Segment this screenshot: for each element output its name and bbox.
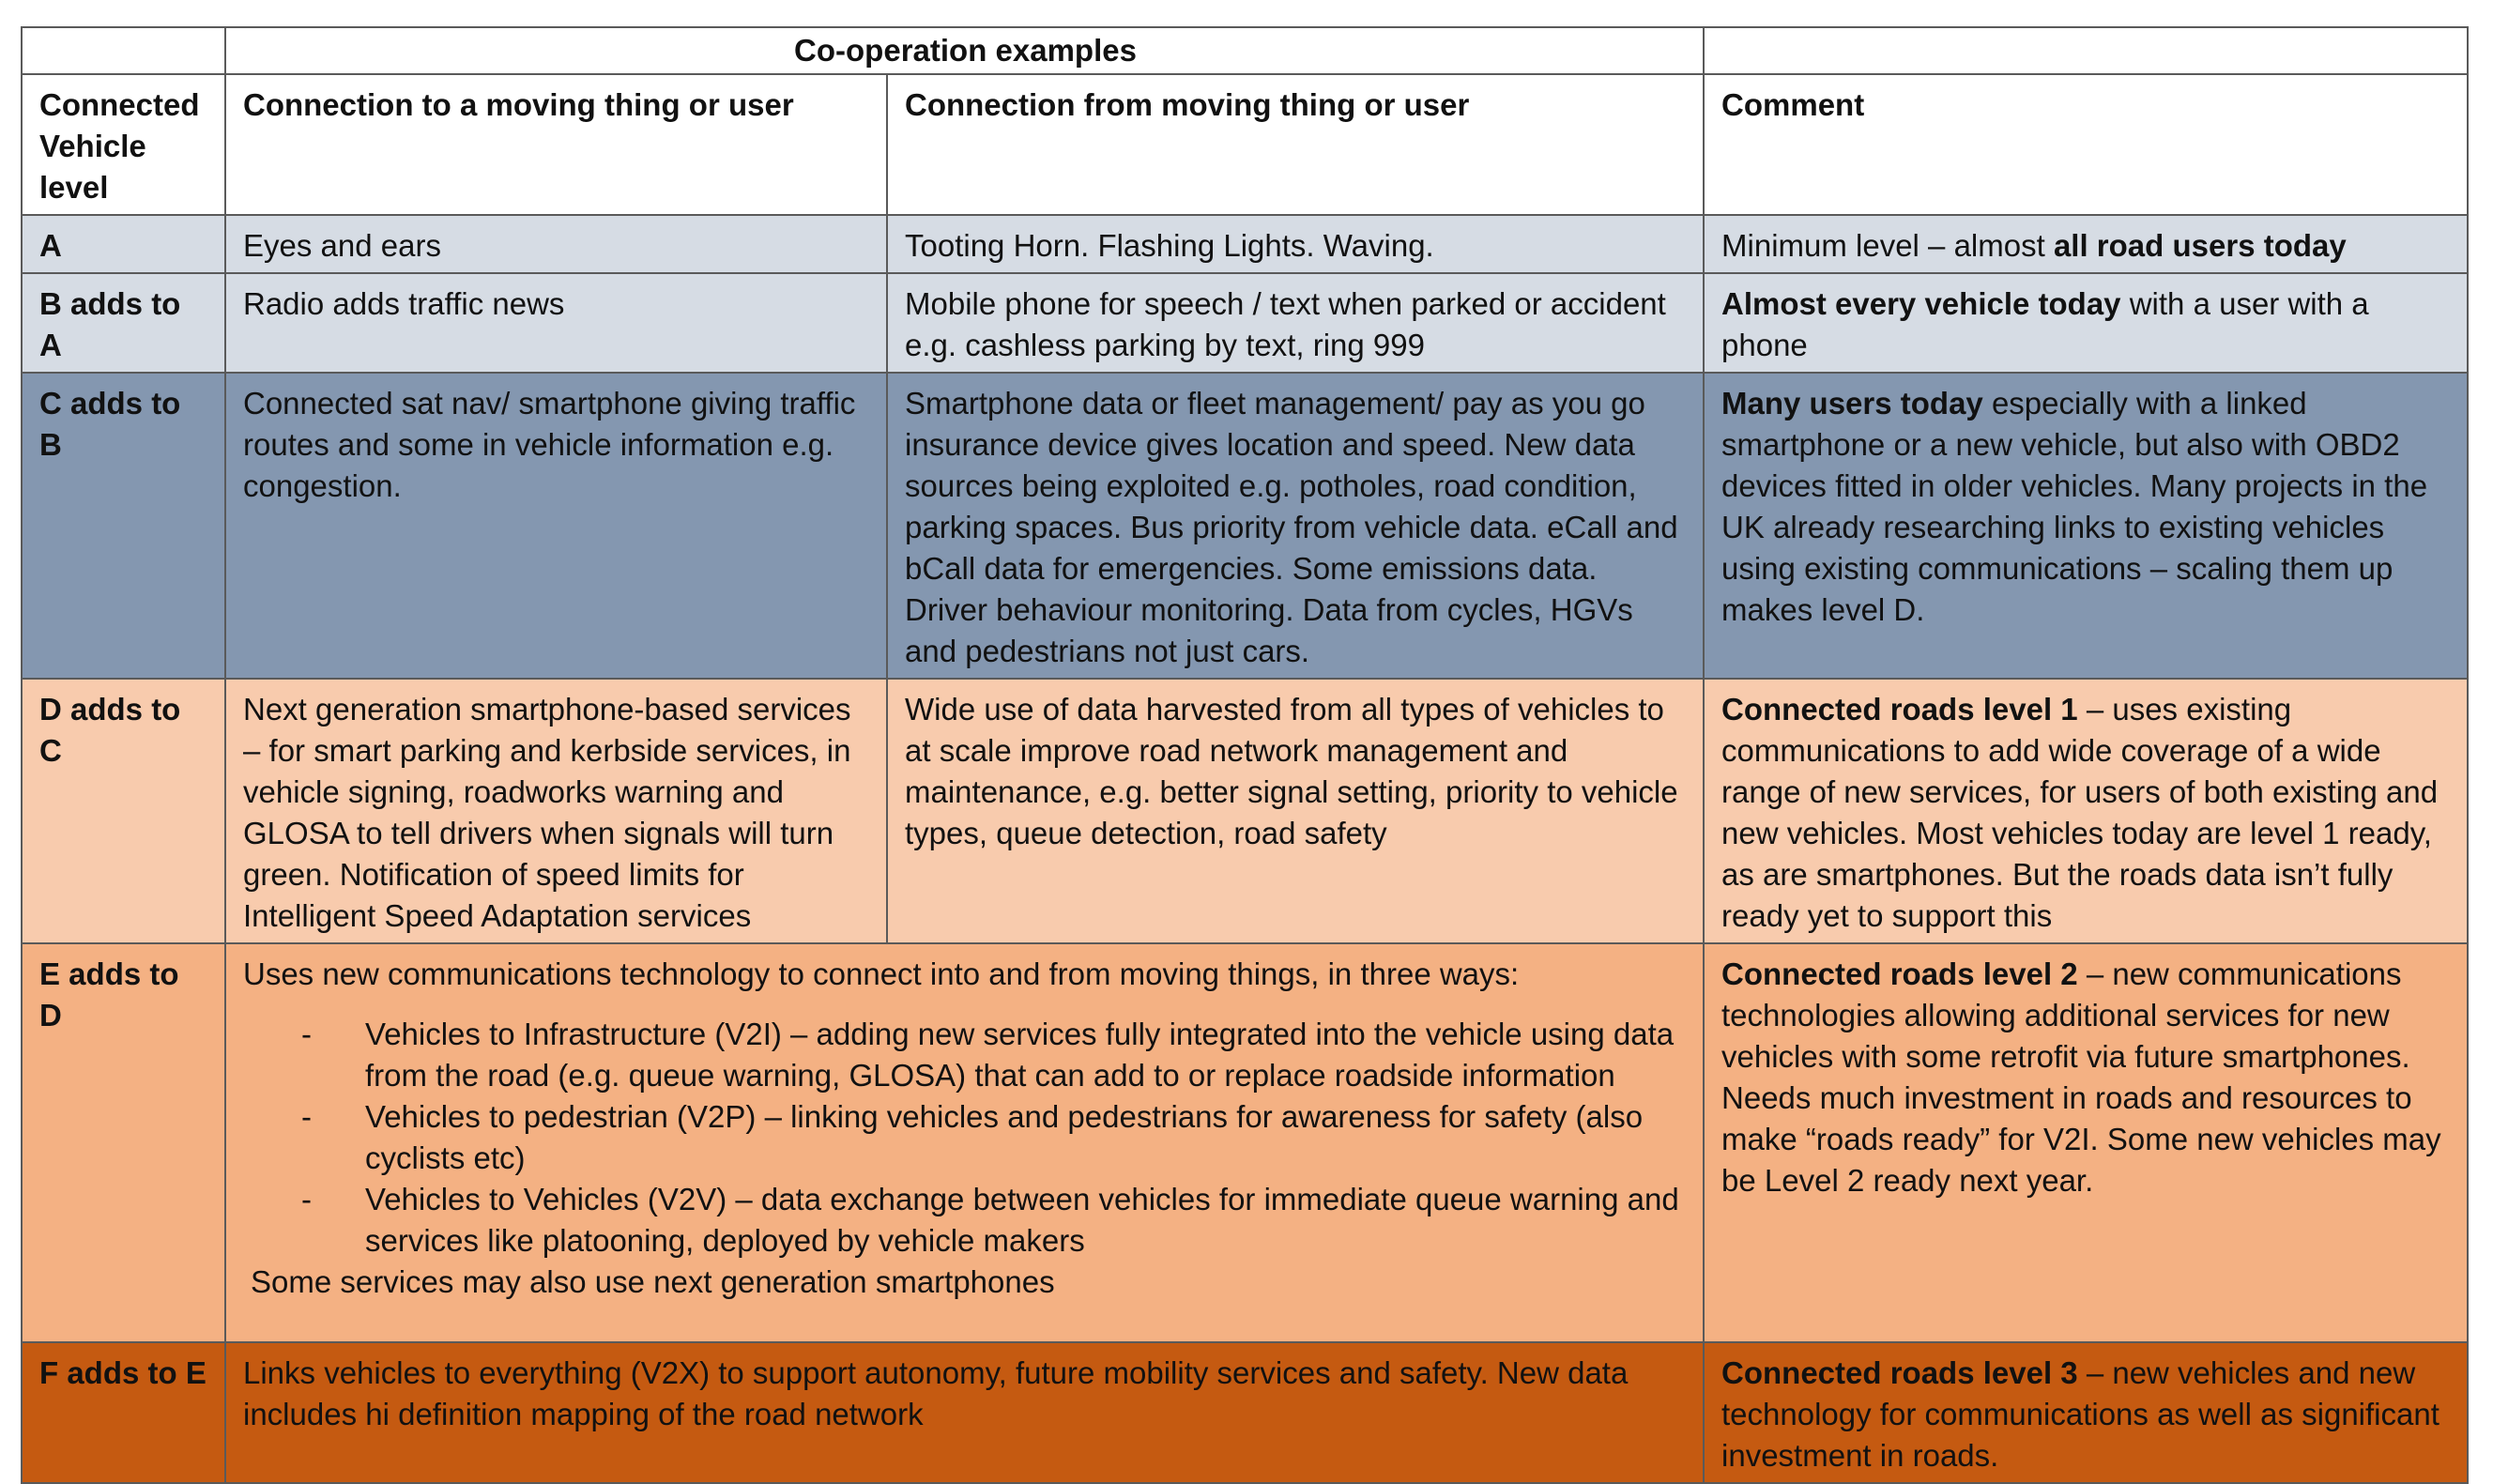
list-item	[243, 1179, 1688, 1262]
comment-text: – new vehicles and new technology for communications as well as significant investment in roads.	[1721, 1355, 2439, 1473]
bullet-text: Vehicles to Vehicles (V2V) – data exchange between vehicles for immediate queue warning and services like platooning, deployed by vehicle makers	[365, 1182, 1679, 1258]
group-header-row	[22, 27, 2468, 74]
bullet-list	[243, 1014, 1688, 1262]
comment-emphasis: Connected roads level 2	[1721, 956, 2078, 991]
comment-text: especially with a linked smartphone or a new vehicle, but also with OBD2 devices fitted in older vehicles. Many projects in the UK already researching links to existing vehicles using existing communications – scaling them up makes level D.	[1721, 386, 2428, 627]
from-cell: Wide use of data harvested from all types of vehicles to at scale improve road network management and maintenance, e.g. better signal setting, priority to vehicle types, queue detection, road safety	[887, 679, 1704, 943]
comment-emphasis: Almost every vehicle today	[1721, 286, 2121, 321]
comment-text: – uses existing communications to add wide coverage of a wide range of new services, for users of both existing and new vehicles. Most vehicles today are level 1 ready, as are smartphones. But the roads data isn’t fully ready yet to support this	[1721, 692, 2439, 933]
comment-emphasis: all road users today	[2053, 228, 2347, 263]
from-cell: Smartphone data or fleet management/ pay as you go insurance device gives location and speed. New data sources being exploited e.g. potholes, road condition, parking spaces. Bus priority from vehicle data. eCall and bCall data for emergencies. Some emissions data. Driver behaviour monitoring. Data from cycles, HGVs and pedestrians not just cars.	[887, 373, 1704, 679]
comment-cell	[1704, 273, 2468, 373]
merged-connection-cell	[225, 943, 1704, 1342]
dash-bullet: -	[301, 1099, 312, 1134]
level-cell: D adds to C	[22, 679, 225, 943]
dash-bullet: -	[301, 1182, 312, 1216]
level-cell: F adds to E	[22, 1342, 225, 1483]
to-cell: Eyes and ears	[225, 215, 887, 273]
column-header-row	[22, 74, 2468, 215]
comment-emphasis: Many users today	[1721, 386, 1983, 421]
list-item	[243, 1014, 1688, 1096]
comment-emphasis: Connected roads level 3	[1721, 1355, 2078, 1390]
level-cell: E adds to D	[22, 943, 225, 1342]
to-cell: Connected sat nav/ smartphone giving traffic routes and some in vehicle information e.g. congestion.	[225, 373, 887, 679]
column-header-from: Connection from moving thing or user	[887, 74, 1704, 215]
merged-connection-cell: Links vehicles to everything (V2X) to support autonomy, future mobility services and safety. New data includes hi definition mapping of the road network	[225, 1342, 1704, 1483]
table-row-f	[22, 1342, 2468, 1483]
from-cell: Tooting Horn. Flashing Lights. Waving.	[887, 215, 1704, 273]
intro-text: Uses new communications technology to connect into and from moving things, in three ways:	[243, 956, 1520, 991]
level-cell: C adds to B	[22, 373, 225, 679]
trailer-text: Some services may also use next generation smartphones	[251, 1264, 1055, 1299]
group-header-cell: Co-operation examples	[225, 27, 1704, 74]
list-item	[243, 1096, 1688, 1179]
to-cell: Radio adds traffic news	[225, 273, 887, 373]
table-row-d	[22, 679, 2468, 943]
comment-text: Minimum level – almost	[1721, 228, 2054, 263]
level-cell: A	[22, 215, 225, 273]
comment-cell	[1704, 373, 2468, 679]
table-row-e	[22, 943, 2468, 1342]
table-row-b	[22, 273, 2468, 373]
table-row-a	[22, 215, 2468, 273]
comment-cell	[1704, 679, 2468, 943]
empty-header-cell	[1704, 27, 2468, 74]
comment-cell	[1704, 943, 2468, 1342]
level-cell: B adds to A	[22, 273, 225, 373]
dash-bullet: -	[301, 1017, 312, 1051]
comment-text: – new communications technologies allowing additional services for new vehicles with some retrofit via future smartphones. Needs much investment in roads and resources to make “roads ready” for V2I. Some new vehicles may be Level 2 ready next year.	[1721, 956, 2441, 1198]
empty-corner-cell	[22, 27, 225, 74]
comment-cell	[1704, 215, 2468, 273]
column-header-comment: Comment	[1704, 74, 2468, 215]
comment-cell	[1704, 1342, 2468, 1483]
column-header-level: Connected Vehicle level	[22, 74, 225, 215]
comment-text: with a user with a phone	[1721, 286, 2369, 362]
from-cell: Mobile phone for speech / text when parked or accident e.g. cashless parking by text, ring 999	[887, 273, 1704, 373]
bullet-text: Vehicles to pedestrian (V2P) – linking vehicles and pedestrians for awareness for safety (also cyclists etc)	[365, 1099, 1644, 1175]
comment-emphasis: Connected roads level 1	[1721, 692, 2078, 727]
cooperation-table	[21, 26, 2469, 1484]
to-cell: Next generation smartphone-based services – for smart parking and kerbside services, in vehicle signing, roadworks warning and GLOSA to tell drivers when signals will turn green. Notification of speed limits for Intelligent Speed Adaptation services	[225, 679, 887, 943]
column-header-to: Connection to a moving thing or user	[225, 74, 887, 215]
bullet-text: Vehicles to Infrastructure (V2I) – adding new services fully integrated into the vehicle using data from the road (e.g. queue warning, GLOSA) that can add to or replace roadside information	[365, 1017, 1675, 1093]
table-row-c	[22, 373, 2468, 679]
